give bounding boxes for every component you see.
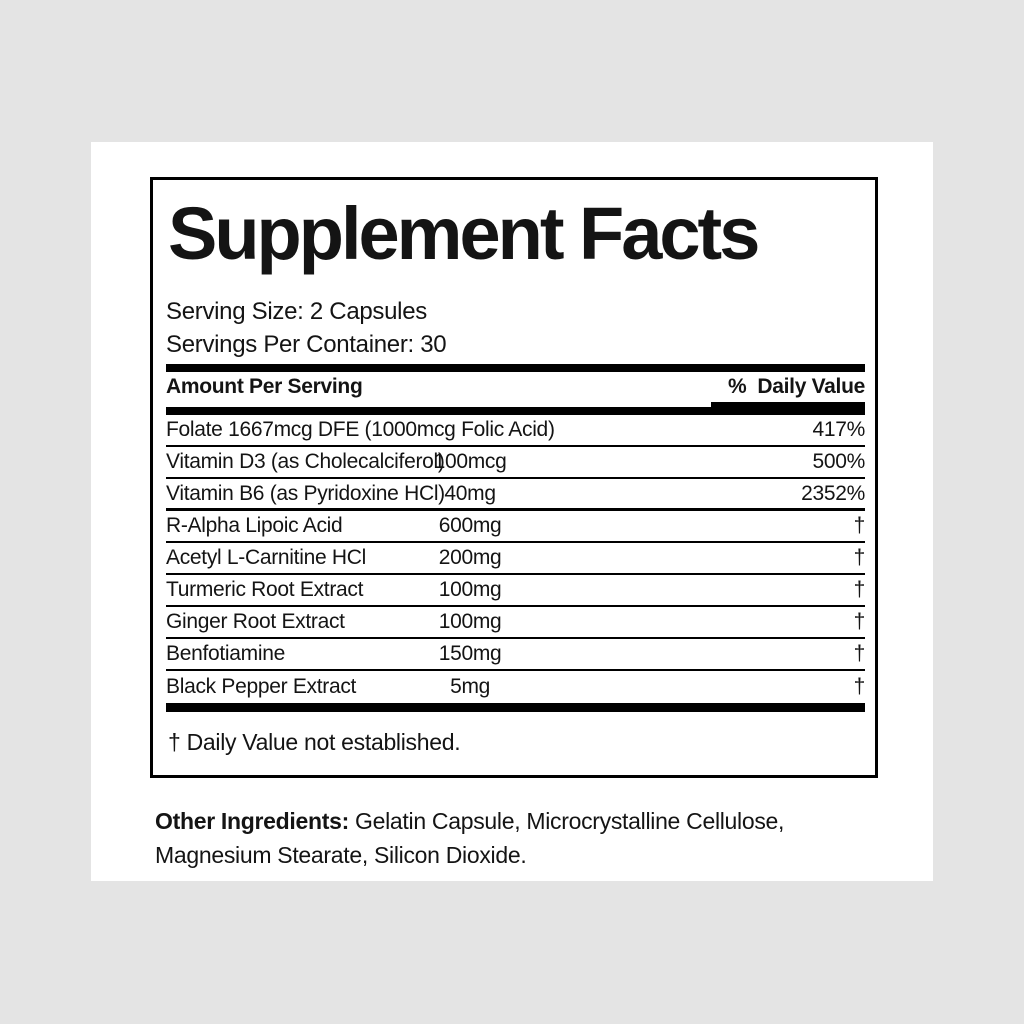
header-underline-right-segment <box>711 402 865 415</box>
nutrient-daily-value: † <box>853 514 865 537</box>
panel-title: Supplement Facts <box>168 192 758 275</box>
serving-info <box>166 295 865 361</box>
nutrient-name: Vitamin B6 (as Pyridoxine HCl) <box>166 481 445 505</box>
other-ingredients-label: Other Ingredients: <box>155 808 349 834</box>
bottom-thick-rule <box>166 703 865 712</box>
top-thick-rule <box>166 364 865 372</box>
nutrient-amount: 600mg <box>438 514 502 537</box>
nutrient-daily-value: 500% <box>812 450 865 473</box>
nutrient-daily-value: † <box>853 642 865 665</box>
daily-value-footnote: † Daily Value not established. <box>168 729 461 755</box>
nutrient-amount: 40mg <box>444 481 496 505</box>
nutrient-amount: 100mg <box>438 578 502 601</box>
nutrient-name: R-Alpha Lipoic Acid <box>166 514 343 537</box>
nutrient-name: Folate 1667mcg DFE (1000mcg Folic Acid) <box>166 418 555 441</box>
servings-per-container: Servings Per Container: 30 <box>166 331 447 358</box>
nutrient-name: Turmeric Root Extract <box>166 578 364 601</box>
nutrient-amount: 5mg <box>450 675 491 698</box>
daily-value-header: % Daily Value <box>727 375 865 398</box>
nutrient-daily-value: 2352% <box>801 481 865 505</box>
table-row <box>166 511 865 543</box>
nutrient-daily-value: † <box>853 546 865 569</box>
other-ingredients <box>155 804 883 872</box>
table-row <box>166 575 865 607</box>
nutrient-amount: 100mg <box>438 610 502 633</box>
nutrient-amount: 200mg <box>438 546 502 569</box>
nutrient-daily-value: † <box>853 610 865 633</box>
table-row <box>166 415 865 447</box>
label-card <box>91 142 933 881</box>
nutrient-name: Ginger Root Extract <box>166 610 345 633</box>
header-underline <box>166 402 865 415</box>
nutrient-name: Benfotiamine <box>166 642 285 665</box>
table-row <box>166 607 865 639</box>
nutrient-amount: 150mg <box>438 642 502 665</box>
nutrient-name: Vitamin D3 (as Cholecalciferol) <box>166 450 445 473</box>
table-row <box>166 479 865 511</box>
nutrient-name: Black Pepper Extract <box>166 675 357 698</box>
table-row <box>166 543 865 575</box>
table-row <box>166 639 865 671</box>
other-ingredients-text: Gelatin Capsule, Microcrystalline Cellulose, Magnesium Stearate, Silicon Dioxide. <box>155 808 785 868</box>
amount-per-serving-header: Amount Per Serving <box>166 375 363 398</box>
table-header-row <box>166 372 865 402</box>
nutrient-name: Acetyl L-Carnitine HCl <box>166 546 366 569</box>
serving-size: Serving Size: 2 Capsules <box>166 298 427 325</box>
nutrient-daily-value: † <box>853 578 865 601</box>
table-row <box>166 447 865 479</box>
nutrient-daily-value: † <box>853 675 865 698</box>
supplement-facts-panel <box>150 177 878 778</box>
table-row <box>166 671 865 703</box>
nutrient-amount: 100mcg <box>433 450 507 473</box>
nutrient-daily-value: 417% <box>812 418 865 441</box>
